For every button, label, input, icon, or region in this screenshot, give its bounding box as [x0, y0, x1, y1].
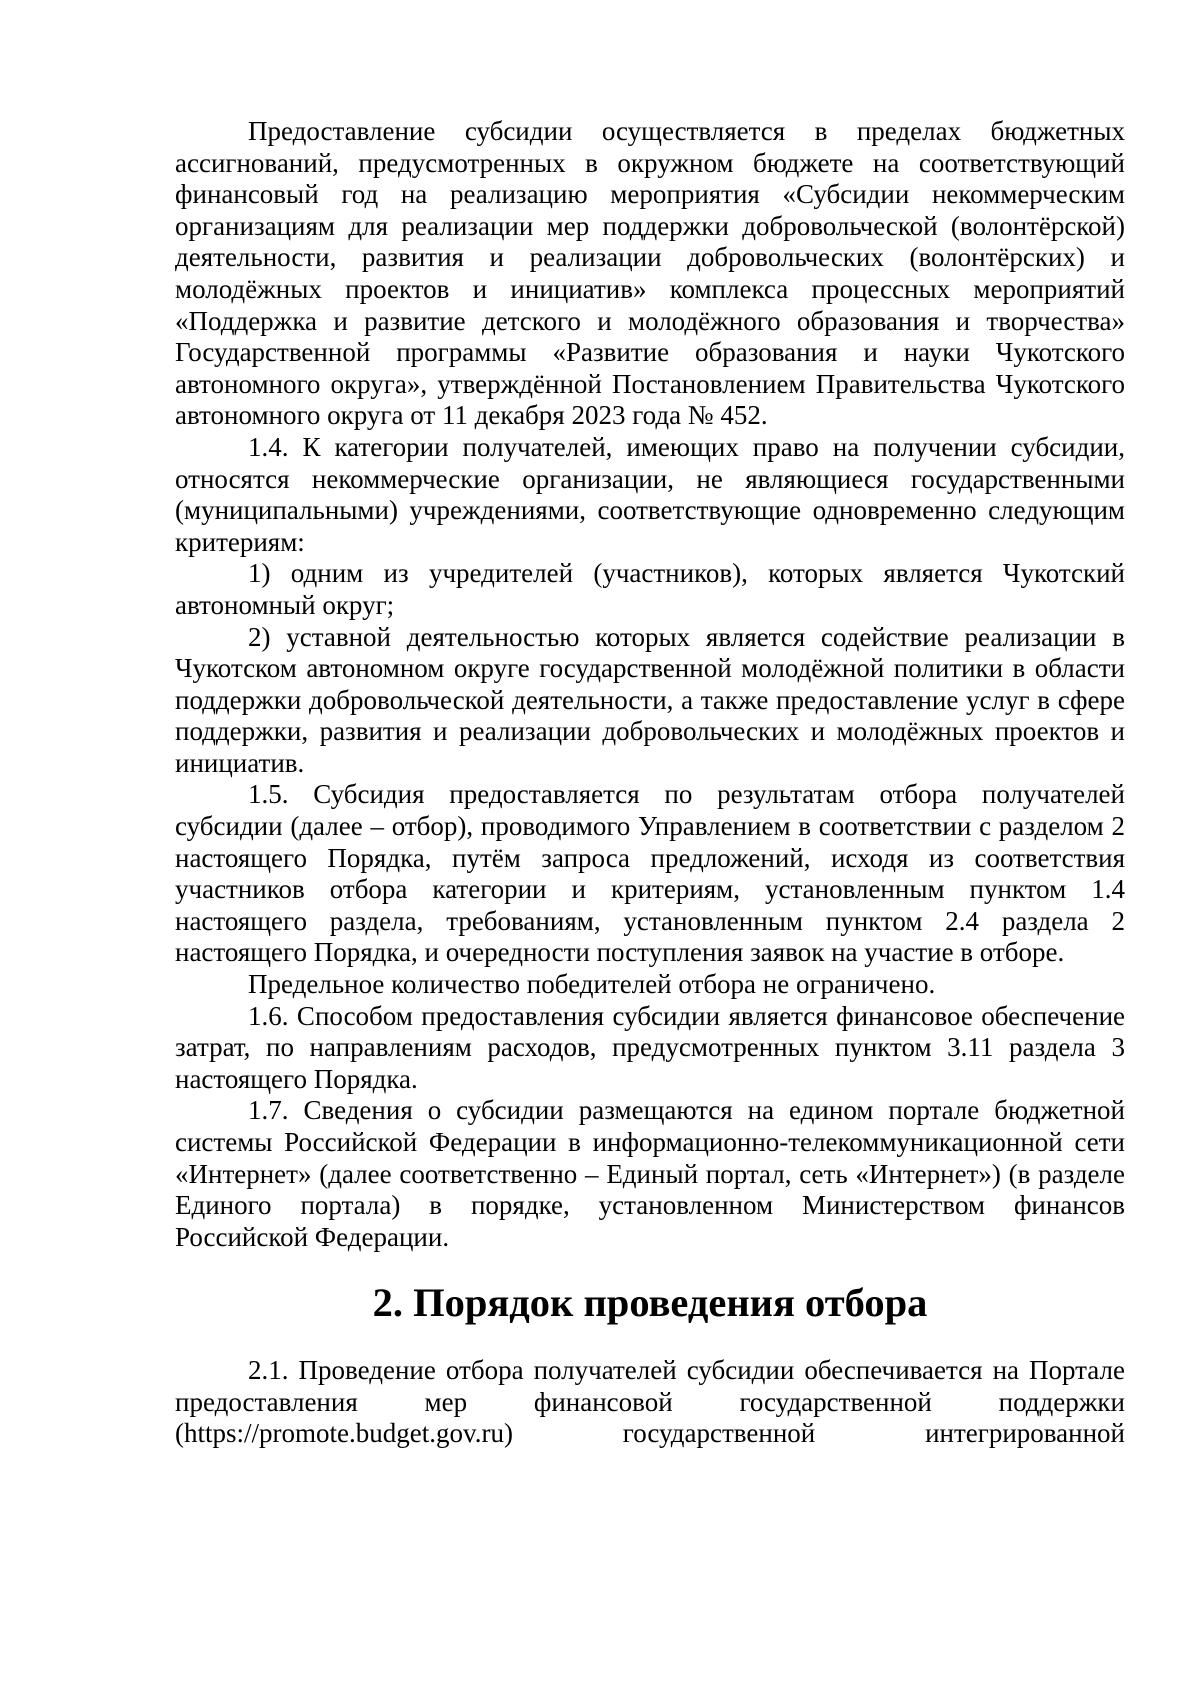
paragraph-subsidy-budget: Предоставление субсидии осуществляется в пределах бюджетных ассигнований, предусмотренных в окружном бюджете на соответствующий финансовый год на реализацию мероприятия «Субсидии некоммерческим организациям для реализации мер поддержки добровольческой (волонтёрской) деятельности, развития и реализации добровольческих (волонтёрских) и молодёжных проектов и инициатив» комплекса процессных мероприятий «Поддержка и развитие детского и молодёжного образования и творчества» Государственной программы «Развитие образования и науки Чукотского автономного округа», утверждённой Постановлением Правительства Чукотского автономного округа от 11 декабря 2023 года № 452. — [175, 116, 1125, 431]
paragraph-1-6: 1.6. Способом предоставления субсидии является финансовое обеспечение затрат, по направлениям расходов, предусмотренных пунктом 3.11 раздела 3 настоящего Порядка. — [175, 1000, 1125, 1094]
paragraph-1-7: 1.7. Сведения о субсидии размещаются на едином портале бюджетной системы Российской Федерации в информационно-телекоммуникационной сети «Интернет» (далее соответственно – Единый портал, сеть «Интернет») (в разделе Единого портала) в порядке, установленном Министерством финансов Российской Федерации. — [175, 1095, 1125, 1252]
paragraph-1-5: 1.5. Субсидия предоставляется по результатам отбора получателей субсидии (далее – отбор), проводимого Управлением в соответствии с разделом 2 настоящего Порядка, путём запроса предложений, исходя из соответствия участников отбора категории и критериям, установленным пунктом 1.4 настоящего раздела, требованиям, установленным пунктом 2.4 раздела 2 настоящего Порядка, и очередности поступления заявок на участие в отборе. — [175, 779, 1125, 968]
paragraph-winners-limit: Предельное количество победителей отбора не ограничено. — [248, 969, 936, 1000]
document-page — [175, 116, 1125, 1450]
paragraph-1-4: 1.4. К категории получателей, имеющих право на получении субсидии, относятся некоммерческие организации, не являющиеся государственными (муниципальными) учреждениями, соответствующие одновременно следующим критериям: — [175, 431, 1125, 557]
paragraph-criterion-1: 1) одним из учредителей (участников), которых является Чукотский автономный округ; — [175, 558, 1125, 620]
section-heading: 2. Порядок проведения отбора — [372, 1280, 928, 1326]
paragraph-2-1: 2.1. Проведение отбора получателей субсидии обеспечивается на Портале предоставления мер финансовой государственной поддержки (https://promote.budget.gov.ru) государственной интегрированной — [175, 1354, 1125, 1449]
paragraph-criterion-2: 2) уставной деятельностью которых является содействие реализации в Чукотском автономном округе государственной молодёжной политики в области поддержки добровольческой деятельности, а также предоставление услуг в сфере поддержки, развития и реализации добровольческих и молодёжных проектов и инициатив. — [175, 621, 1125, 778]
